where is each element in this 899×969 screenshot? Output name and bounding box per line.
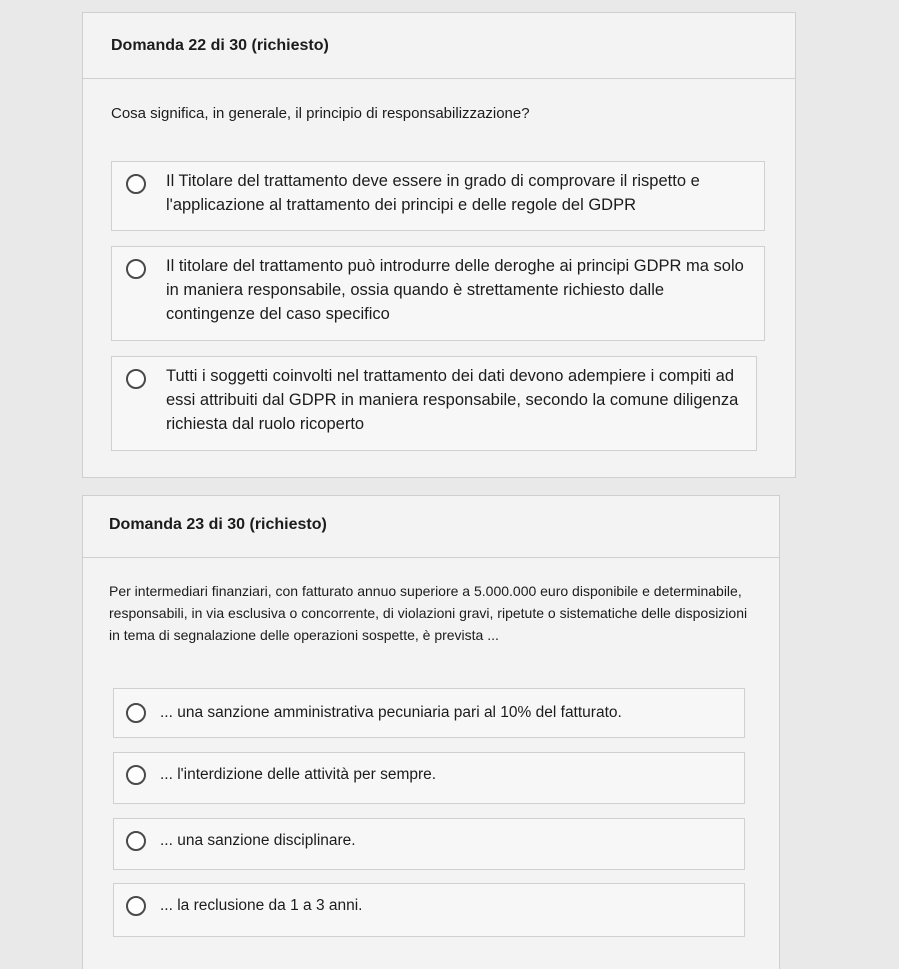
q23-option-4[interactable] <box>113 883 745 937</box>
q23-option-4-label: ... la reclusione da 1 a 3 anni. <box>160 897 363 914</box>
question-22-card <box>82 12 796 478</box>
question-22-title: Domanda 22 di 30 (richiesto) <box>111 37 329 54</box>
q23-option-3-radio[interactable] <box>126 831 146 851</box>
q23-option-2[interactable] <box>113 752 745 804</box>
q23-option-3-label: ... una sanzione disciplinare. <box>160 832 356 849</box>
q23-option-1-radio[interactable] <box>126 703 146 723</box>
q22-option-2[interactable] <box>111 246 765 341</box>
q23-option-2-label: ... l'interdizione delle attività per sempre. <box>160 766 437 783</box>
q23-option-3[interactable] <box>113 818 745 870</box>
question-23-text: Per intermediari finanziari, con fatturato annuo superiore a 5.000.000 euro disponibile e determinabile, responsabili, in via esclusiva o concorrente, di violazioni gravi, ripetute o sistematiche delle disposizioni in tema di segnalazione delle operazioni sospette, è prevista ... <box>109 583 748 643</box>
question-22-header <box>83 13 795 79</box>
question-23-title: Domanda 23 di 30 (richiesto) <box>109 516 327 533</box>
q22-option-3-radio[interactable] <box>126 369 146 389</box>
q22-option-1[interactable] <box>111 161 765 231</box>
q22-option-2-label: Il titolare del trattamento può introdurre delle deroghe ai principi GDPR ma solo in maniera responsabile, ossia quando è strettamente richiesto dalle contingenze del caso specifico <box>166 257 744 323</box>
q23-option-2-radio[interactable] <box>126 765 146 785</box>
q22-option-1-label: Il Titolare del trattamento deve essere in grado di comprovare il rispetto e l'applicazione al trattamento dei principi e delle regole del GDPR <box>166 172 700 214</box>
q22-option-1-radio[interactable] <box>126 174 146 194</box>
question-23-header <box>83 496 779 558</box>
q23-option-4-radio[interactable] <box>126 896 146 916</box>
question-22-text: Cosa significa, in generale, il principio di responsabilizzazione? <box>111 105 530 122</box>
question-23-card <box>82 495 780 969</box>
q23-option-1[interactable] <box>113 688 745 738</box>
q22-option-3-label: Tutti i soggetti coinvolti nel trattamento dei dati devono adempiere i compiti ad essi attribuiti dal GDPR in maniera responsabile, secondo la comune diligenza richiesta dal ruolo ricoperto <box>166 367 739 433</box>
q22-option-2-radio[interactable] <box>126 259 146 279</box>
q23-option-1-label: ... una sanzione amministrativa pecuniaria pari al 10% del fatturato. <box>160 704 622 721</box>
q22-option-3[interactable] <box>111 356 757 451</box>
